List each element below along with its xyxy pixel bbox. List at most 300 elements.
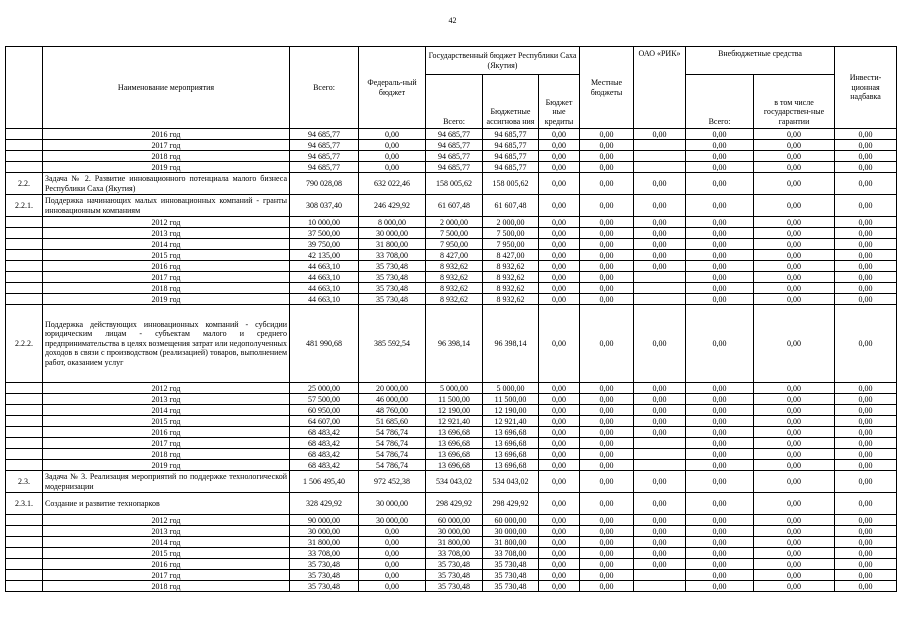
row-value: 46 000,00 <box>359 394 426 405</box>
row-year: 2012 год <box>43 383 290 394</box>
row-value: 11 500,00 <box>426 394 483 405</box>
row-code <box>6 449 43 460</box>
row-value: 25 000,00 <box>290 383 359 394</box>
row-value: 0,00 <box>634 405 686 416</box>
row-value <box>634 438 686 449</box>
row-value: 54 786,74 <box>359 438 426 449</box>
row-value: 0,00 <box>686 416 754 427</box>
row-year: 2015 год <box>43 548 290 559</box>
row-value: 31 800,00 <box>290 537 359 548</box>
row-value <box>634 460 686 471</box>
row-value: 42 135,00 <box>290 250 359 261</box>
row-code <box>6 151 43 162</box>
row-value: 0,00 <box>359 559 426 570</box>
row-value: 0,00 <box>539 239 580 250</box>
row-value: 94 685,77 <box>483 140 539 151</box>
row-value: 61 607,48 <box>483 195 539 217</box>
row-value: 0,00 <box>686 526 754 537</box>
row-value: 0,00 <box>580 217 634 228</box>
row-value: 0,00 <box>634 228 686 239</box>
row-code <box>6 427 43 438</box>
row-year: 2016 год <box>43 427 290 438</box>
row-year: 2013 год <box>43 228 290 239</box>
row-value: 0,00 <box>754 250 835 261</box>
row-value: 94 685,77 <box>290 129 359 140</box>
row-value: 94 685,77 <box>426 151 483 162</box>
row-value: 0,00 <box>835 239 897 250</box>
row-value <box>634 151 686 162</box>
row-value: 0,00 <box>754 195 835 217</box>
row-value: 534 043,02 <box>483 471 539 493</box>
row-value: 0,00 <box>539 515 580 526</box>
row-year: 2018 год <box>43 151 290 162</box>
row-value: 0,00 <box>539 449 580 460</box>
table-row <box>6 460 897 471</box>
row-value: 0,00 <box>580 272 634 283</box>
header-oao-rik: ОАО «РИК» <box>634 47 686 129</box>
row-value: 7 500,00 <box>426 228 483 239</box>
row-value: 0,00 <box>754 493 835 515</box>
row-value: 0,00 <box>835 427 897 438</box>
row-value <box>634 570 686 581</box>
row-year: 2018 год <box>43 581 290 592</box>
row-value: 534 043,02 <box>426 471 483 493</box>
table-row <box>6 515 897 526</box>
row-value: 12 190,00 <box>426 405 483 416</box>
row-value: 0,00 <box>754 438 835 449</box>
table-row <box>6 427 897 438</box>
row-value: 0,00 <box>580 294 634 305</box>
row-value <box>634 581 686 592</box>
row-code <box>6 405 43 416</box>
table-row <box>6 570 897 581</box>
row-value: 158 005,62 <box>426 173 483 195</box>
row-value: 0,00 <box>686 261 754 272</box>
table-row <box>6 449 897 460</box>
row-value: 0,00 <box>835 140 897 151</box>
row-value: 0,00 <box>686 250 754 261</box>
row-value: 35 730,48 <box>483 559 539 570</box>
row-value: 0,00 <box>835 129 897 140</box>
row-code <box>6 559 43 570</box>
row-value: 0,00 <box>686 438 754 449</box>
row-value: 35 730,48 <box>426 559 483 570</box>
row-value: 0,00 <box>634 515 686 526</box>
row-value: 0,00 <box>686 449 754 460</box>
row-value: 35 730,48 <box>359 294 426 305</box>
row-code <box>6 570 43 581</box>
row-value: 0,00 <box>686 460 754 471</box>
row-value: 0,00 <box>580 250 634 261</box>
row-value: 0,00 <box>359 162 426 173</box>
header-local: Местные бюджеты <box>580 47 634 129</box>
row-value: 12 921,40 <box>483 416 539 427</box>
row-value: 0,00 <box>359 526 426 537</box>
row-value <box>634 294 686 305</box>
row-value: 0,00 <box>754 471 835 493</box>
row-value: 0,00 <box>580 283 634 294</box>
row-year: 2017 год <box>43 438 290 449</box>
row-value: 0,00 <box>580 471 634 493</box>
row-value: 0,00 <box>634 217 686 228</box>
row-code <box>6 394 43 405</box>
row-year: 2014 год <box>43 239 290 250</box>
row-value: 0,00 <box>580 449 634 460</box>
row-year: 2016 год <box>43 129 290 140</box>
table-row <box>6 239 897 250</box>
row-value: 0,00 <box>754 449 835 460</box>
header-federal: Федераль-ный бюджет <box>359 47 426 129</box>
row-value: 0,00 <box>686 537 754 548</box>
row-value: 0,00 <box>580 416 634 427</box>
row-value: 0,00 <box>835 471 897 493</box>
row-value: 0,00 <box>580 460 634 471</box>
row-value: 0,00 <box>539 548 580 559</box>
row-value: 0,00 <box>634 537 686 548</box>
row-value: 5 000,00 <box>483 383 539 394</box>
row-value: 5 000,00 <box>426 383 483 394</box>
row-value: 0,00 <box>686 173 754 195</box>
row-value: 0,00 <box>754 228 835 239</box>
header-state-budget: Государственный бюджет Республики Саха (Якутия) <box>426 47 580 75</box>
header-state-total: Всего: <box>426 75 483 129</box>
row-value: 68 483,42 <box>290 427 359 438</box>
row-value <box>634 283 686 294</box>
row-value: 0,00 <box>835 383 897 394</box>
row-value: 298 429,92 <box>426 493 483 515</box>
row-value: 0,00 <box>686 305 754 383</box>
row-value: 0,00 <box>580 570 634 581</box>
row-code <box>6 460 43 471</box>
row-code <box>6 438 43 449</box>
row-value: 972 452,38 <box>359 471 426 493</box>
row-value: 44 663,10 <box>290 294 359 305</box>
row-value: 20 000,00 <box>359 383 426 394</box>
row-value: 0,00 <box>539 272 580 283</box>
row-value: 0,00 <box>580 526 634 537</box>
row-value: 0,00 <box>580 239 634 250</box>
row-value: 0,00 <box>686 239 754 250</box>
row-value: 0,00 <box>580 427 634 438</box>
row-value: 0,00 <box>754 305 835 383</box>
row-year: 2017 год <box>43 140 290 151</box>
row-value: 68 483,42 <box>290 449 359 460</box>
row-value: 0,00 <box>539 151 580 162</box>
row-value: 13 696,68 <box>426 460 483 471</box>
row-value: 8 932,62 <box>426 261 483 272</box>
row-value: 385 592,54 <box>359 305 426 383</box>
table-row <box>6 294 897 305</box>
budget-table <box>5 46 897 592</box>
row-value: 13 696,68 <box>483 460 539 471</box>
row-year: 2016 год <box>43 261 290 272</box>
row-value: 0,00 <box>835 217 897 228</box>
table-header <box>6 47 897 129</box>
row-value: 7 950,00 <box>483 239 539 250</box>
row-value: 308 037,40 <box>290 195 359 217</box>
row-value: 0,00 <box>580 305 634 383</box>
row-value: 96 398,14 <box>483 305 539 383</box>
row-code <box>6 261 43 272</box>
row-value: 0,00 <box>686 283 754 294</box>
row-value: 0,00 <box>359 537 426 548</box>
row-value: 0,00 <box>539 294 580 305</box>
row-value: 0,00 <box>754 162 835 173</box>
row-code: 2.2.2. <box>6 305 43 383</box>
row-value: 35 730,48 <box>359 272 426 283</box>
table-row <box>6 305 897 383</box>
row-value: 94 685,77 <box>426 162 483 173</box>
row-value: 68 483,42 <box>290 438 359 449</box>
row-value: 0,00 <box>539 416 580 427</box>
row-value: 0,00 <box>686 272 754 283</box>
row-value: 0,00 <box>835 305 897 383</box>
page-number: 42 <box>448 16 457 25</box>
row-value: 0,00 <box>835 570 897 581</box>
table-row <box>6 250 897 261</box>
row-value: 0,00 <box>754 140 835 151</box>
row-value <box>634 162 686 173</box>
row-value: 1 506 495,40 <box>290 471 359 493</box>
row-value: 30 000,00 <box>359 515 426 526</box>
row-code <box>6 272 43 283</box>
row-code <box>6 283 43 294</box>
table-row <box>6 493 897 515</box>
row-value: 0,00 <box>539 570 580 581</box>
row-value: 30 000,00 <box>483 526 539 537</box>
row-name: Создание и развитие технопарков <box>43 493 290 515</box>
row-value: 0,00 <box>835 250 897 261</box>
row-value: 0,00 <box>539 405 580 416</box>
row-value: 0,00 <box>754 173 835 195</box>
row-value: 94 685,77 <box>426 129 483 140</box>
table-row <box>6 129 897 140</box>
row-value: 33 708,00 <box>483 548 539 559</box>
row-value: 8 427,00 <box>426 250 483 261</box>
row-value: 13 696,68 <box>426 449 483 460</box>
row-code <box>6 416 43 427</box>
row-value: 0,00 <box>835 195 897 217</box>
row-value: 0,00 <box>835 493 897 515</box>
table-row <box>6 471 897 493</box>
row-value: 13 696,68 <box>483 427 539 438</box>
row-value: 0,00 <box>754 405 835 416</box>
row-value: 0,00 <box>634 173 686 195</box>
row-value: 0,00 <box>835 228 897 239</box>
row-value: 0,00 <box>754 129 835 140</box>
row-value: 0,00 <box>686 140 754 151</box>
row-value: 0,00 <box>754 537 835 548</box>
row-value: 0,00 <box>539 581 580 592</box>
header-investment: Инвести-ционная надбавка <box>835 47 897 129</box>
row-value: 0,00 <box>580 151 634 162</box>
row-value: 158 005,62 <box>483 173 539 195</box>
table-row <box>6 173 897 195</box>
row-value: 0,00 <box>634 129 686 140</box>
row-value: 0,00 <box>580 140 634 151</box>
row-value: 51 685,60 <box>359 416 426 427</box>
row-value: 0,00 <box>686 570 754 581</box>
row-year: 2017 год <box>43 272 290 283</box>
row-year: 2014 год <box>43 405 290 416</box>
row-value: 0,00 <box>634 548 686 559</box>
row-year: 2013 год <box>43 526 290 537</box>
row-value <box>634 140 686 151</box>
row-value: 0,00 <box>539 173 580 195</box>
row-value: 0,00 <box>539 228 580 239</box>
row-value: 0,00 <box>539 305 580 383</box>
row-value: 0,00 <box>686 228 754 239</box>
row-value: 0,00 <box>580 493 634 515</box>
row-value: 0,00 <box>580 195 634 217</box>
table-row <box>6 526 897 537</box>
row-value: 13 696,68 <box>483 449 539 460</box>
row-code <box>6 526 43 537</box>
row-value: 0,00 <box>539 261 580 272</box>
row-value: 13 696,68 <box>426 427 483 438</box>
row-value: 8 932,62 <box>483 294 539 305</box>
row-value: 7 500,00 <box>483 228 539 239</box>
row-value: 0,00 <box>634 427 686 438</box>
row-value: 0,00 <box>580 383 634 394</box>
row-value: 0,00 <box>359 570 426 581</box>
row-value: 0,00 <box>580 548 634 559</box>
row-value: 61 607,48 <box>426 195 483 217</box>
row-value: 0,00 <box>754 581 835 592</box>
row-value: 0,00 <box>686 559 754 570</box>
row-value: 0,00 <box>539 195 580 217</box>
row-value: 60 950,00 <box>290 405 359 416</box>
row-value: 0,00 <box>835 151 897 162</box>
row-value: 94 685,77 <box>483 129 539 140</box>
row-value: 0,00 <box>835 173 897 195</box>
row-year: 2015 год <box>43 250 290 261</box>
row-value: 94 685,77 <box>483 162 539 173</box>
row-value: 0,00 <box>686 383 754 394</box>
row-value: 94 685,77 <box>290 151 359 162</box>
row-value: 0,00 <box>754 570 835 581</box>
row-value: 0,00 <box>539 383 580 394</box>
row-value: 0,00 <box>580 162 634 173</box>
row-value: 35 730,48 <box>290 581 359 592</box>
row-value: 0,00 <box>539 559 580 570</box>
row-value: 0,00 <box>835 581 897 592</box>
row-value: 0,00 <box>634 471 686 493</box>
row-value: 0,00 <box>754 548 835 559</box>
row-value: 35 730,48 <box>290 559 359 570</box>
row-value: 0,00 <box>686 217 754 228</box>
row-value: 0,00 <box>835 548 897 559</box>
row-value: 8 932,62 <box>483 261 539 272</box>
row-value: 2 000,00 <box>483 217 539 228</box>
row-value: 0,00 <box>634 559 686 570</box>
row-value: 11 500,00 <box>483 394 539 405</box>
row-value: 0,00 <box>634 239 686 250</box>
row-name: Задача № 3. Реализация мероприятий по поддержке технологической модернизации <box>43 471 290 493</box>
row-value: 94 685,77 <box>290 140 359 151</box>
row-value: 8 427,00 <box>483 250 539 261</box>
table-row <box>6 261 897 272</box>
row-value: 0,00 <box>686 151 754 162</box>
row-value: 0,00 <box>835 526 897 537</box>
row-value: 0,00 <box>686 493 754 515</box>
row-value: 0,00 <box>539 460 580 471</box>
row-code <box>6 217 43 228</box>
row-value: 8 932,62 <box>426 272 483 283</box>
table-row <box>6 283 897 294</box>
row-value: 0,00 <box>835 394 897 405</box>
row-value: 632 022,46 <box>359 173 426 195</box>
table-row <box>6 581 897 592</box>
row-value: 2 000,00 <box>426 217 483 228</box>
table-row <box>6 272 897 283</box>
table-row <box>6 438 897 449</box>
row-value: 0,00 <box>686 581 754 592</box>
row-value: 0,00 <box>359 140 426 151</box>
table-row <box>6 228 897 239</box>
row-value: 0,00 <box>539 129 580 140</box>
row-value: 0,00 <box>634 305 686 383</box>
row-value: 0,00 <box>835 438 897 449</box>
row-value: 0,00 <box>754 526 835 537</box>
row-value: 35 730,48 <box>426 581 483 592</box>
row-value: 0,00 <box>539 427 580 438</box>
row-value: 0,00 <box>539 438 580 449</box>
row-value: 37 500,00 <box>290 228 359 239</box>
row-value: 0,00 <box>754 383 835 394</box>
row-value: 0,00 <box>835 449 897 460</box>
header-state-allocations: Бюджетные ассигнова ния <box>483 75 539 129</box>
row-code <box>6 129 43 140</box>
row-value: 0,00 <box>754 217 835 228</box>
row-value: 0,00 <box>754 515 835 526</box>
row-value: 60 000,00 <box>483 515 539 526</box>
row-value: 0,00 <box>634 195 686 217</box>
row-year: 2019 год <box>43 294 290 305</box>
table-body <box>6 129 897 592</box>
row-value: 30 000,00 <box>290 526 359 537</box>
row-year: 2016 год <box>43 559 290 570</box>
row-code <box>6 548 43 559</box>
row-value: 30 000,00 <box>359 228 426 239</box>
row-value: 0,00 <box>686 394 754 405</box>
row-value: 7 950,00 <box>426 239 483 250</box>
row-value: 0,00 <box>835 272 897 283</box>
row-value: 8 000,00 <box>359 217 426 228</box>
row-value: 0,00 <box>580 515 634 526</box>
row-value: 8 932,62 <box>483 283 539 294</box>
row-value: 13 696,68 <box>426 438 483 449</box>
table-row <box>6 383 897 394</box>
row-year: 2018 год <box>43 449 290 460</box>
row-value: 0,00 <box>580 405 634 416</box>
row-value: 31 800,00 <box>483 537 539 548</box>
row-value: 0,00 <box>835 162 897 173</box>
row-value: 8 932,62 <box>426 283 483 294</box>
header-name: Наименование мероприятия <box>43 47 290 129</box>
row-year: 2014 год <box>43 537 290 548</box>
row-value: 0,00 <box>686 162 754 173</box>
row-value: 0,00 <box>686 129 754 140</box>
row-value: 790 028,08 <box>290 173 359 195</box>
row-value: 94 685,77 <box>426 140 483 151</box>
row-value: 0,00 <box>580 228 634 239</box>
row-value: 39 750,00 <box>290 239 359 250</box>
table-row <box>6 559 897 570</box>
row-value: 0,00 <box>634 250 686 261</box>
row-value: 0,00 <box>539 217 580 228</box>
row-value: 0,00 <box>634 493 686 515</box>
